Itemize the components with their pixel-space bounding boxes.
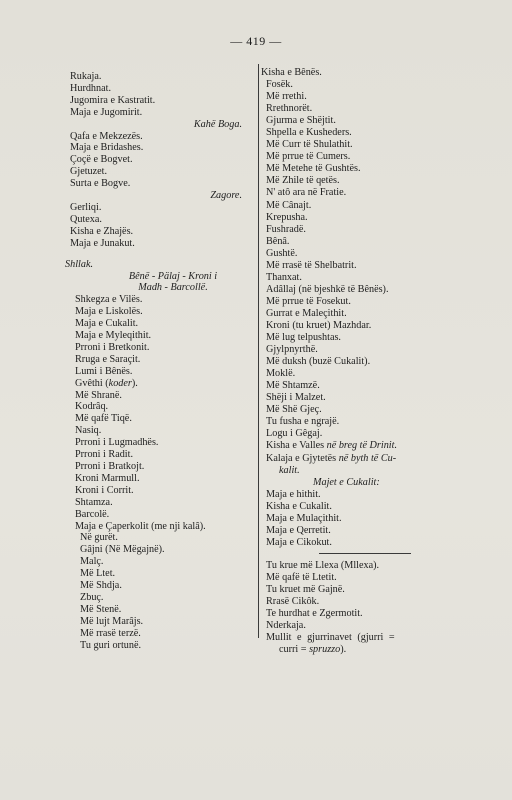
place-entry: Surta e Bogve. (70, 178, 131, 190)
place-entry: Kroni Marmull. (75, 472, 140, 484)
subheading: Zagore. (210, 190, 242, 202)
place-entry: Jugomira e Kastratit. (70, 94, 156, 106)
place-entry: Barcolë. (75, 508, 110, 520)
place-entry: Maja e Cikokut. (266, 536, 332, 548)
place-entry: Maja e hithit. (266, 488, 321, 500)
place-entry: Më Zhile të qetës. (266, 175, 340, 187)
place-entry: Prroni i Bretkonit. (75, 341, 150, 353)
place-entry: Prroni i Lugmadhës. (75, 437, 159, 449)
place-entry: Maja e Cukalit. (75, 318, 139, 330)
place-entry: Logu i Gêgaj. (266, 428, 323, 440)
section-rule (319, 553, 411, 554)
place-entry: Shkegza e Vilës. (75, 294, 143, 306)
place-entry: Më prrue të Fosekut. (266, 295, 351, 307)
place-entry: Më rrasë të Shelbatrit. (266, 259, 357, 271)
place-entry: Kisha e Zhajës. (70, 225, 134, 237)
place-entry: Rruga e Saraçit. (75, 353, 141, 365)
place-entry: Më qafë të Ltetit. (266, 571, 337, 583)
place-entry: Kroni (tu kruet) Mazhdar. (266, 319, 372, 331)
place-entry: Më Shtamzë. (266, 380, 320, 392)
section-subheading: Madh - Barcollë. (138, 282, 208, 294)
place-entry-continuation: kalit. (279, 464, 300, 476)
place-entry: Tu kruet më Gajnë. (266, 583, 345, 595)
place-entry: Moklë. (266, 368, 296, 380)
place-entry: Prroni i Bratkojt. (75, 461, 145, 472)
place-entry: Kodrâq. (75, 401, 109, 413)
place-entry: Tu guri ortunë. (80, 639, 142, 651)
place-entry: Më rrasë terzë. (80, 627, 141, 639)
place-entry: Më lug telpushtas. (266, 332, 341, 344)
place-entry: Rrethnorët. (266, 103, 313, 115)
right-column (261, 67, 461, 656)
place-entry: Zbuç. (80, 591, 104, 603)
place-entry: Maja e Myleqithit. (75, 330, 152, 342)
place-entry: Gushtë. (266, 247, 298, 259)
place-entry: Te hurdhat e Zgermotit. (266, 608, 363, 620)
place-entry: Më qafë Tiqë. (75, 413, 132, 425)
place-entry: Më Shë Gjeç. (266, 404, 322, 416)
subheading: Majet e Cukalit: (313, 476, 380, 488)
place-entry: Maja e Liskolës. (75, 306, 143, 318)
place-entry: Maja e Bridashes. (70, 142, 144, 154)
place-entry: Maja e Çaperkolit (me nji kalâ). (75, 520, 206, 532)
place-entry: Rukaja. (70, 71, 102, 82)
place-entry: Gurrat e Maleçithit. (266, 307, 347, 319)
place-entry: Gjurma e Shëjtit. (266, 115, 336, 127)
place-entry: Kroni i Corrit. (75, 484, 134, 496)
place-entry: N' atô ara në Fratie. (266, 187, 347, 199)
place-entry: Kisha e Valles në breg të Drinit. (266, 440, 398, 452)
place-entry: Kalaja e Gjytetës në byth të Cu- (266, 452, 397, 464)
place-entry: Hurdhnat. (70, 82, 112, 94)
subheading: Kahë Boga. (193, 118, 242, 130)
place-entry-continuation: curri = spruzzo). (279, 644, 347, 656)
place-entry: Më Ltet. (80, 568, 116, 580)
place-entry: Tu krue më Llexa (Mllexa). (266, 559, 380, 571)
place-entry: Gjylpnyrthë. (266, 344, 318, 356)
place-entry: Qafa e Mekzezës. (70, 130, 143, 142)
place-entry: Më Shdja. (80, 580, 122, 592)
place-entry: Maja e Junakut. (70, 237, 135, 249)
place-entry: Malç. (80, 556, 104, 568)
place-entry: Adâllaj (në bjeshkë të Bênës). (266, 283, 389, 295)
place-entry: Fosëk. (266, 79, 293, 91)
place-entry: Rrasë Cikôk. (266, 596, 320, 608)
place-entry: Qutexa. (70, 213, 102, 225)
section-heading: Shllak. (65, 258, 94, 270)
place-entry: Shëji i Malzet. (266, 392, 326, 404)
place-entry: Gâjni (Në Mëgajnë). (80, 544, 165, 556)
place-entry: Lumi i Bênës. (75, 365, 133, 377)
place-entry: Fushradë. (266, 223, 306, 235)
place-entry: Prroni i Radit. (75, 449, 134, 461)
place-entry: Më Curr të Shulathit. (266, 139, 353, 151)
place-entry: Kisha e Cukalit. (266, 500, 332, 512)
place-entry: Thanxat. (266, 271, 302, 283)
place-entry: Gerliqi. (70, 201, 102, 213)
place-entry: Maja e Jugomirit. (70, 106, 143, 118)
place-entry: Tu fusha e ngrajë. (266, 416, 340, 428)
place-entry: Kisha e Bênës. (261, 67, 322, 78)
section-subheading: Bênë - Pälaj - Kroni i (128, 270, 218, 282)
place-entry: Gjetuzet. (70, 166, 108, 178)
place-entry: Çoçë e Bogvet. (70, 154, 133, 166)
place-entry: Maja e Qerretit. (266, 524, 331, 536)
place-entry: Nderkaja. (266, 620, 306, 632)
place-entry: Më Stenë. (80, 603, 122, 615)
place-entry: Më Shranë. (75, 389, 122, 401)
place-entry: Gvêthi (koder). (75, 377, 138, 389)
place-entry: Në gurët. (80, 532, 118, 544)
left-column (65, 71, 256, 652)
place-entry: Më Cânajt. (266, 199, 312, 211)
place-entry: Më rrethi. (266, 91, 307, 103)
place-entry: Nasiq. (75, 425, 102, 437)
place-entry: Më prrue të Cumers. (266, 151, 351, 163)
place-entry: Bênâ. (266, 235, 290, 247)
place-entry: Më Metehe të Gushtës. (266, 163, 361, 175)
place-entry: Më duksh (buzë Cukalit). (266, 356, 371, 368)
place-entry: Shtamza. (75, 496, 113, 508)
page-number: — 419 — (230, 34, 282, 48)
place-entry: Më lujt Marâjs. (80, 615, 144, 627)
column-divider (258, 64, 259, 638)
place-entry: Krepusha. (266, 211, 308, 223)
place-entry: Maja e Mulaçithit. (266, 512, 342, 524)
place-entry: Shpella e Kusheders. (266, 127, 352, 139)
place-entry: Mullit e gjurrinavet (gjurri = (266, 632, 395, 644)
